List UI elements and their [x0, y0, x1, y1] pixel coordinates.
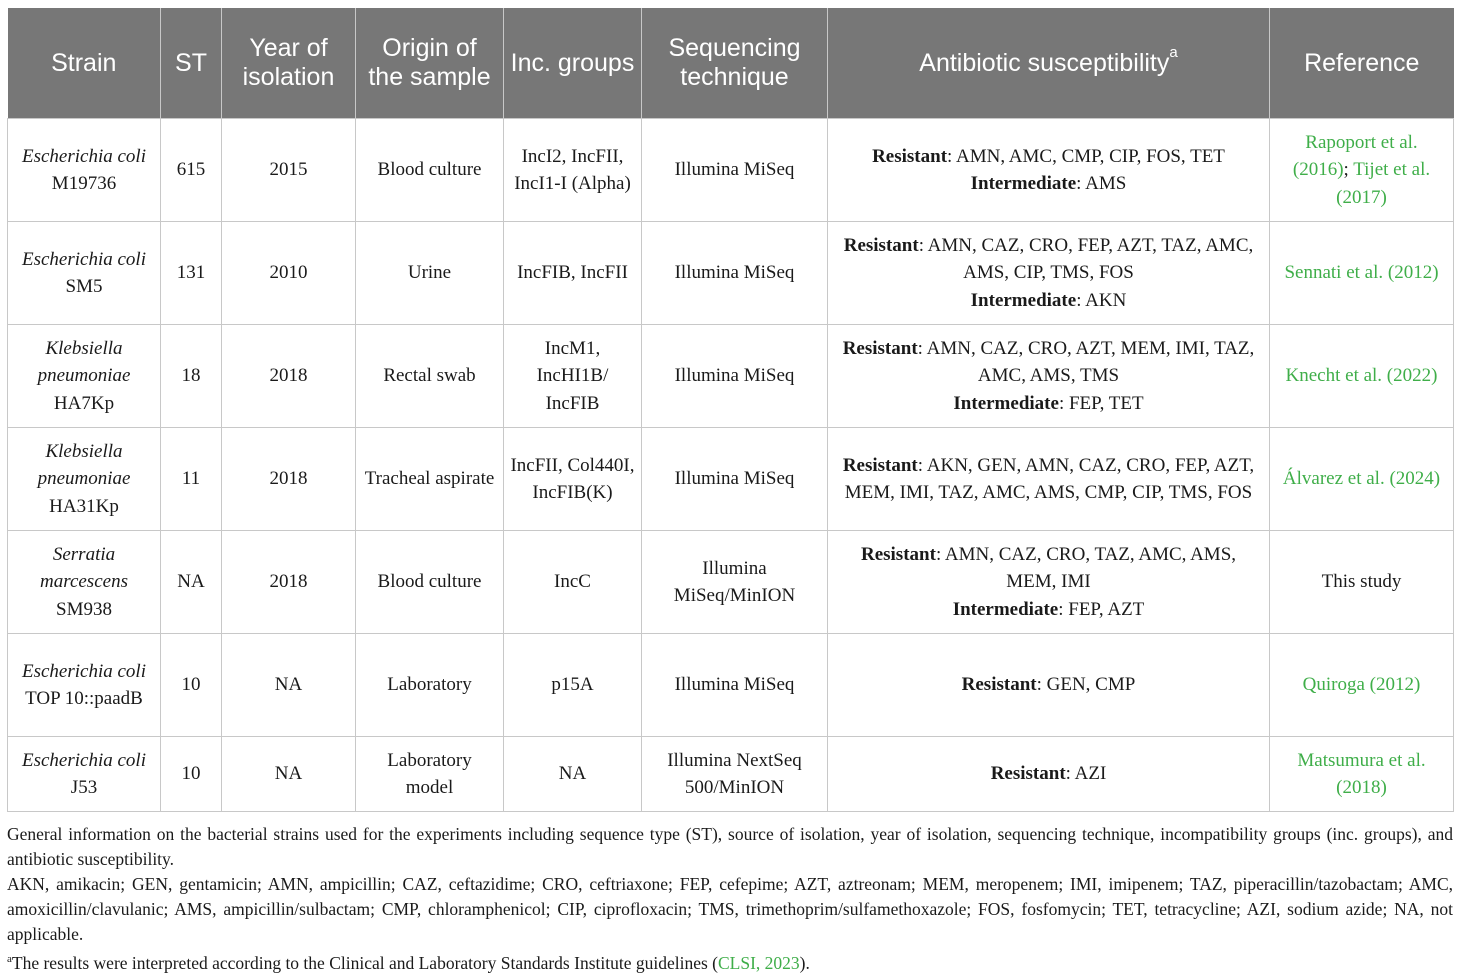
susceptibility-cell: [828, 634, 1270, 737]
inc-groups-cell: IncM1, IncHI1B/ IncFIB: [504, 325, 642, 428]
resistant-list: : AMN, CAZ, CRO, AZT, MEM, IMI, TAZ, AMC, AMS, TMS: [917, 337, 1255, 387]
strain-id: HA31Kp: [49, 495, 119, 517]
susceptibility-cell: [828, 531, 1270, 634]
sequencing-cell: Illumina MiSeq/MinION: [642, 531, 828, 634]
intermediate-label: Intermediate: [970, 289, 1077, 311]
st-cell: NA: [161, 531, 222, 634]
year-cell: 2018: [222, 325, 356, 428]
resistant-label: Resistant: [860, 543, 936, 565]
strain-species: coli: [117, 749, 146, 771]
sequencing-cell: Illumina MiSeq: [642, 428, 828, 531]
strain-genus: Escherichia: [21, 660, 113, 682]
resistant-label: Resistant: [872, 145, 948, 167]
susceptibility-cell: [828, 428, 1270, 531]
intermediate-label: Intermediate: [952, 598, 1059, 620]
header-year: Year of isolation: [222, 8, 356, 119]
table-row: [8, 222, 1454, 325]
sequencing-cell: Illumina MiSeq: [642, 325, 828, 428]
strain-id: M19736: [51, 173, 117, 194]
sequencing-cell: Illumina NextSeq 500/MinION: [642, 737, 828, 812]
origin-cell: Rectal swab: [356, 325, 504, 428]
footnote-mark: a: [7, 953, 12, 965]
footnote-text: The results were interpreted according to the Clinical and Laboratory Standards Institute guidelines (: [11, 952, 718, 973]
strain-id: SM5: [65, 276, 103, 297]
reference-cell: This study: [1270, 531, 1454, 634]
strain-id: HA7Kp: [53, 392, 115, 414]
resistant-list: : AZI: [1065, 763, 1107, 785]
header-antibiotic: [828, 8, 1270, 119]
footnote-end: ).: [799, 952, 810, 973]
st-cell: 10: [161, 737, 222, 812]
header-antibiotic-text: Antibiotic susceptibility: [919, 48, 1170, 77]
strain-species: pneumoniae: [37, 468, 131, 490]
origin-cell: Urine: [356, 222, 504, 325]
header-row: [8, 8, 1454, 119]
header-reference: Reference: [1270, 8, 1454, 119]
inc-groups-cell: IncFII, Col440I, IncFIB(K): [504, 428, 642, 531]
sequencing-cell: Illumina MiSeq: [642, 222, 828, 325]
header-strain: Strain: [8, 8, 161, 119]
origin-cell: Tracheal aspirate: [356, 428, 504, 531]
inc-groups-cell: NA: [504, 737, 642, 812]
year-cell: 2010: [222, 222, 356, 325]
note-footnote: [7, 947, 1453, 976]
table-row: [8, 325, 1454, 428]
strain-cell: [8, 222, 161, 325]
reference-link[interactable]: Matsumura et al. (2018): [1297, 749, 1426, 798]
strain-species: coli: [117, 660, 146, 682]
strain-id: TOP 10::paadB: [25, 688, 143, 709]
reference-link[interactable]: Knecht et al. (2022): [1285, 365, 1438, 387]
intermediate-list: : AMS: [1076, 173, 1127, 194]
strain-id: SM938: [56, 598, 112, 620]
reference-link[interactable]: Quiroga (2012): [1302, 674, 1421, 696]
strain-genus: Klebsiella: [45, 337, 123, 359]
year-cell: NA: [222, 634, 356, 737]
inc-groups-cell: IncI2, IncFII, IncI1-I (Alpha): [504, 119, 642, 222]
st-cell: 131: [161, 222, 222, 325]
strain-cell: [8, 119, 161, 222]
strain-cell: [8, 531, 161, 634]
table-row: [8, 531, 1454, 634]
header-origin: Origin of the sample: [356, 8, 504, 119]
resistant-label: Resistant: [842, 454, 918, 476]
susceptibility-cell: [828, 119, 1270, 222]
strain-genus: Serratia: [52, 543, 116, 565]
inc-groups-cell: IncFIB, IncFII: [504, 222, 642, 325]
table-row: [8, 428, 1454, 531]
strain-genus: Escherichia: [21, 248, 113, 270]
origin-cell: Laboratory model: [356, 737, 504, 812]
resistant-label: Resistant: [842, 337, 918, 359]
header-st: ST: [161, 8, 222, 119]
strain-genus: Klebsiella: [45, 440, 123, 462]
intermediate-list: : FEP, AZT: [1058, 598, 1145, 620]
strains-table: [7, 8, 1454, 812]
intermediate-list: : FEP, TET: [1058, 392, 1144, 414]
strain-cell: [8, 634, 161, 737]
st-cell: 18: [161, 325, 222, 428]
intermediate-list: : AKN: [1076, 289, 1127, 311]
header-inc: Inc. groups: [504, 8, 642, 119]
table-container: [7, 8, 1453, 812]
susceptibility-cell: [828, 325, 1270, 428]
strain-species: coli: [117, 248, 146, 270]
resistant-list: : GEN, CMP: [1036, 674, 1136, 696]
resistant-list: : AKN, GEN, AMN, CAZ, CRO, FEP, AZT, MEM, IMI, TAZ, AMC, AMS, CMP, CIP, TMS, FOS: [844, 454, 1255, 503]
resistant-list: : AMN, CAZ, CRO, TAZ, AMC, AMS, MEM, IMI: [935, 543, 1237, 593]
reference-cell: [1270, 119, 1454, 222]
year-cell: NA: [222, 737, 356, 812]
reference-link[interactable]: Álvarez et al. (2024): [1282, 468, 1441, 490]
strain-genus: Escherichia: [21, 749, 113, 771]
strain-cell: [8, 428, 161, 531]
note-abbreviations: AKN, amikacin; GEN, gentamicin; AMN, ampicillin; CAZ, ceftazidime; CRO, ceftriaxone; FEP, cefepime; AZT, aztreonam; MEM, meropenem; IMI, imipenem; TAZ, piperacillin/tazobactam; AMC, amoxicillin/clavulanic; AMS, ampicillin/sulbactam; CMP, chloramphenicol; CIP, ciprofloxacin; TMS, trimethoprim/sulfamethoxazole; FOS, fosfomycin; TET, tetracycline; AZI, sodium azide; NA, not applicable.: [7, 874, 1453, 944]
inc-groups-cell: p15A: [504, 634, 642, 737]
st-cell: 10: [161, 634, 222, 737]
st-cell: 11: [161, 428, 222, 531]
table-row: [8, 119, 1454, 222]
reference-cell: [1270, 222, 1454, 325]
intermediate-label: Intermediate: [953, 392, 1059, 414]
resistant-label: Resistant: [961, 674, 1037, 696]
strain-species: marcescens: [40, 571, 128, 593]
origin-cell: Blood culture: [356, 531, 504, 634]
susceptibility-cell: [828, 222, 1270, 325]
table-row: [8, 634, 1454, 737]
strain-genus: Escherichia: [21, 145, 113, 167]
year-cell: 2018: [222, 428, 356, 531]
origin-cell: Blood culture: [356, 119, 504, 222]
reference-separator: ;: [1343, 159, 1354, 181]
intermediate-label: Intermediate: [970, 173, 1077, 194]
year-cell: 2018: [222, 531, 356, 634]
resistant-list: : AMN, AMC, CMP, CIP, FOS, TET: [947, 145, 1225, 167]
strain-id: J53: [70, 777, 98, 798]
reference-cell: [1270, 325, 1454, 428]
year-cell: 2015: [222, 119, 356, 222]
reference-cell: [1270, 634, 1454, 737]
strain-species: coli: [117, 145, 146, 167]
reference-cell: [1270, 428, 1454, 531]
sequencing-cell: Illumina MiSeq: [642, 119, 828, 222]
susceptibility-cell: [828, 737, 1270, 812]
inc-groups-cell: IncC: [504, 531, 642, 634]
reference-link[interactable]: Sennati et al. (2012): [1284, 262, 1439, 284]
sequencing-cell: Illumina MiSeq: [642, 634, 828, 737]
reference-link[interactable]: Rapoport et al. (2016): [1292, 131, 1418, 181]
header-footnote-mark: a: [1169, 44, 1178, 62]
reference-cell: [1270, 737, 1454, 812]
header-seq: Sequencing technique: [642, 8, 828, 119]
st-cell: 615: [161, 119, 222, 222]
reference-link[interactable]: Tijet et al. (2017): [1336, 159, 1431, 208]
strain-cell: [8, 737, 161, 812]
table-notes: [7, 822, 1453, 976]
resistant-label: Resistant: [843, 234, 919, 256]
resistant-label: Resistant: [990, 763, 1066, 785]
note-general: General information on the bacterial strains used for the experiments including sequence type (ST), source of isolation, year of isolation, sequencing technique, incompatibility groups (inc. groups), and antibiotic susceptibility.: [7, 824, 1453, 869]
resistant-list: : AMN, CAZ, CRO, FEP, AZT, TAZ, AMC, AMS, CIP, TMS, FOS: [918, 234, 1254, 284]
footnote-citation-link[interactable]: CLSI, 2023: [717, 952, 800, 973]
table-row: [8, 737, 1454, 812]
origin-cell: Laboratory: [356, 634, 504, 737]
strain-cell: [8, 325, 161, 428]
strain-species: pneumoniae: [37, 365, 131, 387]
